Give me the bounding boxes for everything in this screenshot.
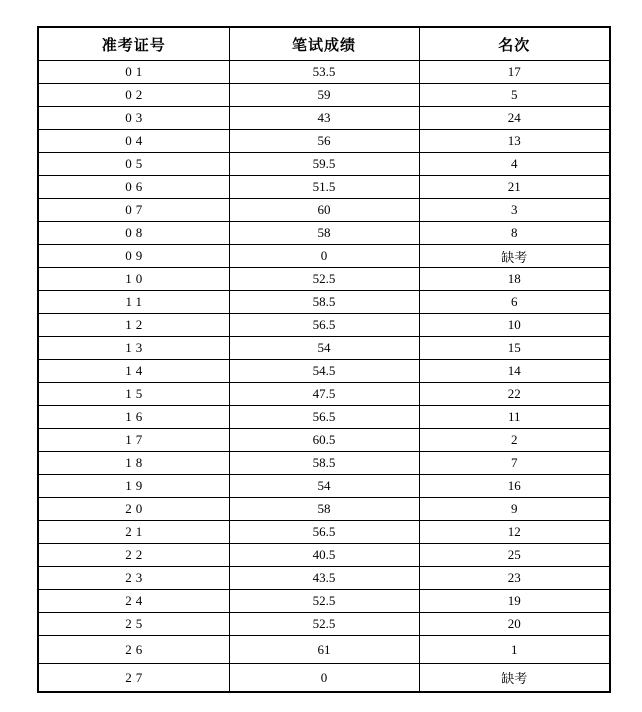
table-row: [38, 429, 610, 452]
rank-cell: 缺考: [419, 664, 610, 693]
candidate-id-cell: 08: [38, 222, 229, 245]
candidate-id-cell: 26: [38, 636, 229, 664]
score-cell: 54.5: [229, 360, 419, 383]
rank-cell: 7: [419, 452, 610, 475]
table-row: [38, 590, 610, 613]
score-cell: 58.5: [229, 452, 419, 475]
score-cell: 0: [229, 245, 419, 268]
table-body: [38, 61, 610, 693]
candidate-id-cell: 27: [38, 664, 229, 693]
table-row: [38, 664, 610, 693]
score-cell: 52.5: [229, 613, 419, 636]
candidate-id-cell: 21: [38, 521, 229, 544]
table-header-row: [38, 27, 610, 61]
table-row: [38, 544, 610, 567]
table-row: [38, 61, 610, 84]
table-row: [38, 613, 610, 636]
candidate-id-cell: 24: [38, 590, 229, 613]
candidate-id-cell: 11: [38, 291, 229, 314]
candidate-id-cell: 17: [38, 429, 229, 452]
rank-cell: 4: [419, 153, 610, 176]
candidate-id-cell: 10: [38, 268, 229, 291]
candidate-id-cell: 15: [38, 383, 229, 406]
score-cell: 0: [229, 664, 419, 693]
candidate-id-cell: 01: [38, 61, 229, 84]
candidate-id-cell: 04: [38, 130, 229, 153]
score-cell: 53.5: [229, 61, 419, 84]
header-candidate-id: 准考证号: [38, 27, 229, 61]
candidate-id-cell: 05: [38, 153, 229, 176]
table-row: [38, 199, 610, 222]
score-cell: 56.5: [229, 406, 419, 429]
score-cell: 56: [229, 130, 419, 153]
rank-cell: 20: [419, 613, 610, 636]
candidate-id-cell: 18: [38, 452, 229, 475]
table-row: [38, 337, 610, 360]
score-cell: 52.5: [229, 268, 419, 291]
score-cell: 40.5: [229, 544, 419, 567]
table-row: [38, 107, 610, 130]
candidate-id-cell: 14: [38, 360, 229, 383]
table-row: [38, 153, 610, 176]
rank-cell: 22: [419, 383, 610, 406]
table-row: [38, 222, 610, 245]
rank-cell: 1: [419, 636, 610, 664]
table-row: [38, 291, 610, 314]
rank-cell: 8: [419, 222, 610, 245]
score-cell: 58: [229, 222, 419, 245]
candidate-id-cell: 16: [38, 406, 229, 429]
table-row: [38, 360, 610, 383]
score-cell: 58.5: [229, 291, 419, 314]
score-cell: 52.5: [229, 590, 419, 613]
score-cell: 54: [229, 475, 419, 498]
table-row: [38, 498, 610, 521]
score-cell: 54: [229, 337, 419, 360]
rank-cell: 18: [419, 268, 610, 291]
candidate-id-cell: 07: [38, 199, 229, 222]
score-cell: 58: [229, 498, 419, 521]
candidate-id-cell: 19: [38, 475, 229, 498]
rank-cell: 23: [419, 567, 610, 590]
rank-cell: 缺考: [419, 245, 610, 268]
candidate-id-cell: 09: [38, 245, 229, 268]
rank-cell: 21: [419, 176, 610, 199]
table-row: [38, 452, 610, 475]
table-row: [38, 567, 610, 590]
rank-cell: 9: [419, 498, 610, 521]
rank-cell: 17: [419, 61, 610, 84]
rank-cell: 12: [419, 521, 610, 544]
candidate-id-cell: 06: [38, 176, 229, 199]
table-row: [38, 521, 610, 544]
score-cell: 60.5: [229, 429, 419, 452]
score-cell: 43: [229, 107, 419, 130]
score-cell: 43.5: [229, 567, 419, 590]
score-cell: 56.5: [229, 521, 419, 544]
candidate-id-cell: 03: [38, 107, 229, 130]
table-row: [38, 130, 610, 153]
rank-cell: 11: [419, 406, 610, 429]
candidate-id-cell: 23: [38, 567, 229, 590]
score-cell: 47.5: [229, 383, 419, 406]
rank-cell: 15: [419, 337, 610, 360]
candidate-id-cell: 22: [38, 544, 229, 567]
rank-cell: 24: [419, 107, 610, 130]
header-written-score: 笔试成绩: [229, 27, 419, 61]
table-row: [38, 406, 610, 429]
table-row: [38, 84, 610, 107]
table-row: [38, 475, 610, 498]
score-cell: 61: [229, 636, 419, 664]
candidate-id-cell: 20: [38, 498, 229, 521]
table-row: [38, 176, 610, 199]
rank-cell: 10: [419, 314, 610, 337]
rank-cell: 14: [419, 360, 610, 383]
candidate-id-cell: 25: [38, 613, 229, 636]
rank-cell: 5: [419, 84, 610, 107]
rank-cell: 16: [419, 475, 610, 498]
table-row: [38, 314, 610, 337]
score-cell: 59: [229, 84, 419, 107]
rank-cell: 6: [419, 291, 610, 314]
score-cell: 59.5: [229, 153, 419, 176]
score-cell: 60: [229, 199, 419, 222]
rank-cell: 19: [419, 590, 610, 613]
candidate-id-cell: 02: [38, 84, 229, 107]
candidate-id-cell: 13: [38, 337, 229, 360]
rank-cell: 13: [419, 130, 610, 153]
header-rank: 名次: [419, 27, 610, 61]
table-row: [38, 268, 610, 291]
candidate-id-cell: 12: [38, 314, 229, 337]
score-cell: 56.5: [229, 314, 419, 337]
exam-score-table: [37, 26, 611, 693]
table-row: [38, 245, 610, 268]
rank-cell: 25: [419, 544, 610, 567]
rank-cell: 3: [419, 199, 610, 222]
rank-cell: 2: [419, 429, 610, 452]
score-cell: 51.5: [229, 176, 419, 199]
table-row: [38, 383, 610, 406]
table-row: [38, 636, 610, 664]
